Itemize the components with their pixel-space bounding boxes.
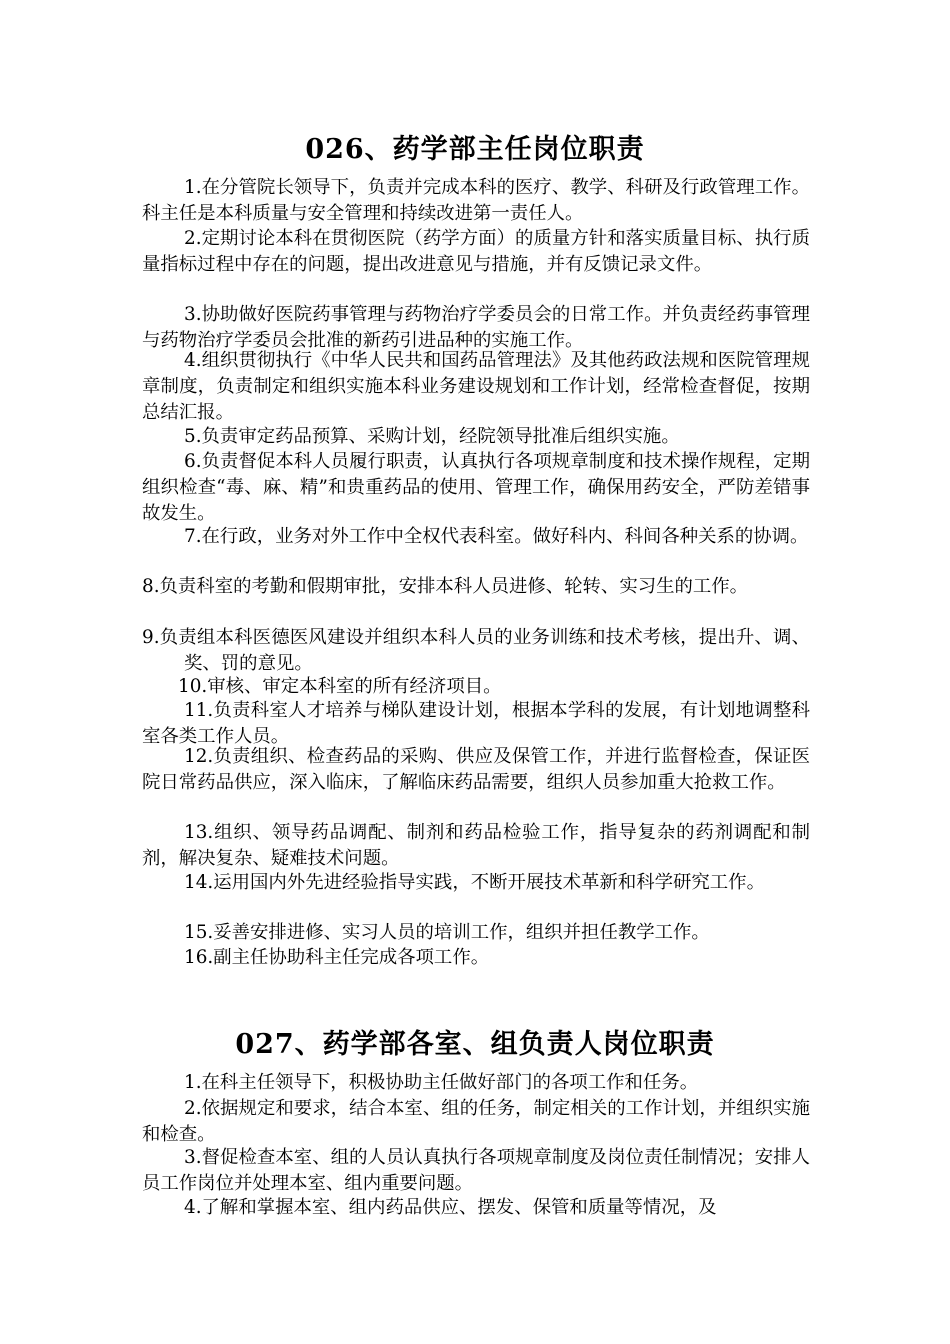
duty-item-027-1: 1.在科主任领导下，积极协助主任做好部门的各项工作和任务。 bbox=[184, 1072, 699, 1093]
section-title-027: 027、药学部各室、组负责人岗位职责 bbox=[235, 1029, 715, 1060]
duty-item-026-15: 15.妥善安排进修、实习人员的培训工作，组织并担任教学工作。 bbox=[184, 922, 710, 943]
duty-item-026-4: 4.组织贯彻执行《中华人民共和国药品管理法》及其他药政法规和医院管理规章制度，负责制定和组织实施本科业务建设规划和工作计划，经常检查督促，按期总结汇报。 bbox=[142, 350, 810, 423]
duty-item-026-11: 11.负责科室人才培养与梯队建设计划，根据本学科的发展，有计划地调整科室各类工作人员。 bbox=[142, 700, 810, 747]
section-title-026: 026、药学部主任岗位职责 bbox=[305, 134, 645, 165]
duty-item-026-13: 13.组织、领导药品调配、制剂和药品检验工作，指导复杂的药剂调配和制剂，解决复杂、疑难技术问题。 bbox=[142, 822, 810, 869]
duty-item-027-4: 4.了解和掌握本室、组内药品供应、摆发、保管和质量等情况，及 bbox=[184, 1197, 717, 1218]
duty-item-026-10: 10.审核、审定本科室的所有经济项目。 bbox=[178, 676, 502, 697]
duty-item-026-14: 14.运用国内外先进经验指导实践，不断开展技术革新和科学研究工作。 bbox=[184, 872, 765, 893]
duty-item-027-2: 2.依据规定和要求，结合本室、组的任务，制定相关的工作计划，并组织实施和检查。 bbox=[142, 1098, 810, 1145]
duty-item-026-7: 7.在行政，业务对外工作中全权代表科室。做好科内、科间各种关系的协调。 bbox=[184, 526, 809, 547]
duty-item-026-9: 9.负责组本科医德医风建设并组织本科人员的业务训练和技术考核，提出升、调、奖、罚的意见。 bbox=[142, 627, 810, 674]
duty-item-026-1: 1.在分管院长领导下，负责并完成本科的医疗、教学、科研及行政管理工作。 科主任是本科质量与安全管理和持续改进第一责任人。 bbox=[142, 177, 810, 224]
duty-item-026-5: 5.负责审定药品预算、采购计划，经院领导批准后组织实施。 bbox=[184, 426, 680, 447]
duty-item-026-12: 12.负责组织、检查药品的采购、供应及保管工作，并进行监督检查，保证医院日常药品供应，深入临床，了解临床药品需要，组织人员参加重大抢救工作。 bbox=[142, 746, 810, 793]
duty-item-026-3: 3.协助做好医院药事管理与药物治疗学委员会的日常工作。并负责经药事管理与药物治疗学委员会批准的新药引进品种的实施工作。 bbox=[142, 304, 810, 351]
duty-item-026-2: 2.定期讨论本科在贯彻医院（药学方面）的质量方针和落实质量目标、执行质量指标过程中存在的问题，提出改进意见与措施，并有反馈记录文件。 bbox=[142, 228, 810, 275]
duty-item-026-8: 8.负责科室的考勤和假期审批，安排本科人员进修、轮转、实习生的工作。 bbox=[142, 576, 749, 597]
duty-item-027-3: 3.督促检查本室、组的人员认真执行各项规章制度及岗位责任制情况；安排人员工作岗位并处理本室、组内重要问题。 bbox=[142, 1147, 810, 1194]
duty-item-026-16: 16.副主任协助科主任完成各项工作。 bbox=[184, 947, 490, 968]
duty-item-026-6: 6.负责督促本科人员履行职责，认真执行各项规章制度和技术操作规程，定期组织检查“毒、麻、精”和贵重药品的使用、管理工作，确保用药安全，严防差错事故发生。 bbox=[142, 451, 810, 524]
